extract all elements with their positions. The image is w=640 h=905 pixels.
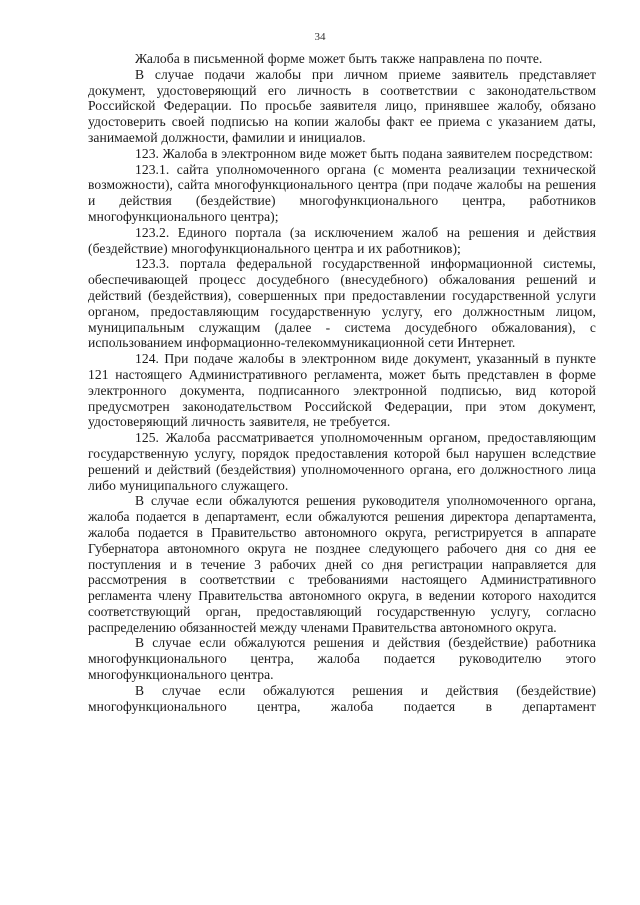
body-text: [88, 51, 596, 714]
paragraph-mfc-appeal: В случае если обжалуются решения и действия (бездействие) многофункционального центра, жалоба подается в департамент: [88, 682, 596, 714]
paragraph-123-1: 123.1. сайта уполномоченного органа (с момента реализации технической возможности), сайта многофункционального центра (при подаче жалобы на решения и действия (бездействие) многофункционального центра, работников многофункционального центра);: [88, 161, 596, 224]
paragraph-personal-reception: В случае подачи жалобы при личном приеме заявитель представляет документ, удостоверяющий его личность в соответствии с законодательством Российской Федерации. По просьбе заявителя лицо, принявшее жалобу, обязано удостоверить своей подписью на копии жалобы факт ее приема с указанием даты, занимаемой должности, фамилии и инициалов.: [88, 66, 596, 145]
paragraph-123: 123. Жалоба в электронном виде может быть подана заявителем посредством:: [135, 145, 593, 161]
paragraph-mail-submission: Жалоба в письменной форме может быть также направлена по почте.: [135, 51, 543, 66]
page-number: 34: [314, 31, 326, 43]
paragraph-head-appeal: В случае если обжалуются решения руководителя уполномоченного органа, жалоба подается в департамент, если обжалуются решения директора департамента, жалоба подается в Правительство автономного округа, регистрируется в аппарате Губернатора автономного округа не позднее следующего рабочего дня со дня ее поступления и в течение 3 рабочих дней со дня регистрации направляется для рассмотрения в соответствии с требованиями настоящего Административного регламента члену Правительства автономного округа, в ведении которого находится соответствующий орган, предоставляющий государственную услугу, согласно распределению обязанностей между членами Правительства автономного округа.: [88, 493, 596, 635]
paragraph-123-3: 123.3. портала федеральной государственной информационной системы, обеспечивающей процесс досудебного (внесудебного) обжалования решений и действий (бездействия), совершенных при предоставлении государственной услуги органом, предоставляющим государственную услугу, его должностным лицом, муниципальным служащим (далее - система досудебного обжалования), с использованием информационно-телекоммуникационной сети Интернет.: [88, 256, 596, 351]
paragraph-125: 125. Жалоба рассматривается уполномоченным органом, предоставляющим государственную услугу, порядок предоставления которой был нарушен вследствие решений и действий (бездействия) уполномоченного органа, его должностного лица либо муниципального служащего.: [88, 430, 596, 493]
paragraph-124: 124. При подаче жалобы в электронном виде документ, указанный в пункте 121 настоящего Административного регламента, может быть представлен в форме электронного документа, подписанного электронной подписью, вид которой предусмотрен законодательством Российской Федерации, при этом документ, удостоверяющий личность заявителя, не требуется.: [88, 351, 596, 430]
paragraph-mfc-worker-appeal: В случае если обжалуются решения и действия (бездействие) работника многофункционального центра, жалоба подается руководителю этого многофункционального центра.: [88, 635, 596, 683]
paragraph-123-2: 123.2. Единого портала (за исключением жалоб на решения и действия (бездействие) многофункционального центра и их работников);: [88, 224, 596, 256]
